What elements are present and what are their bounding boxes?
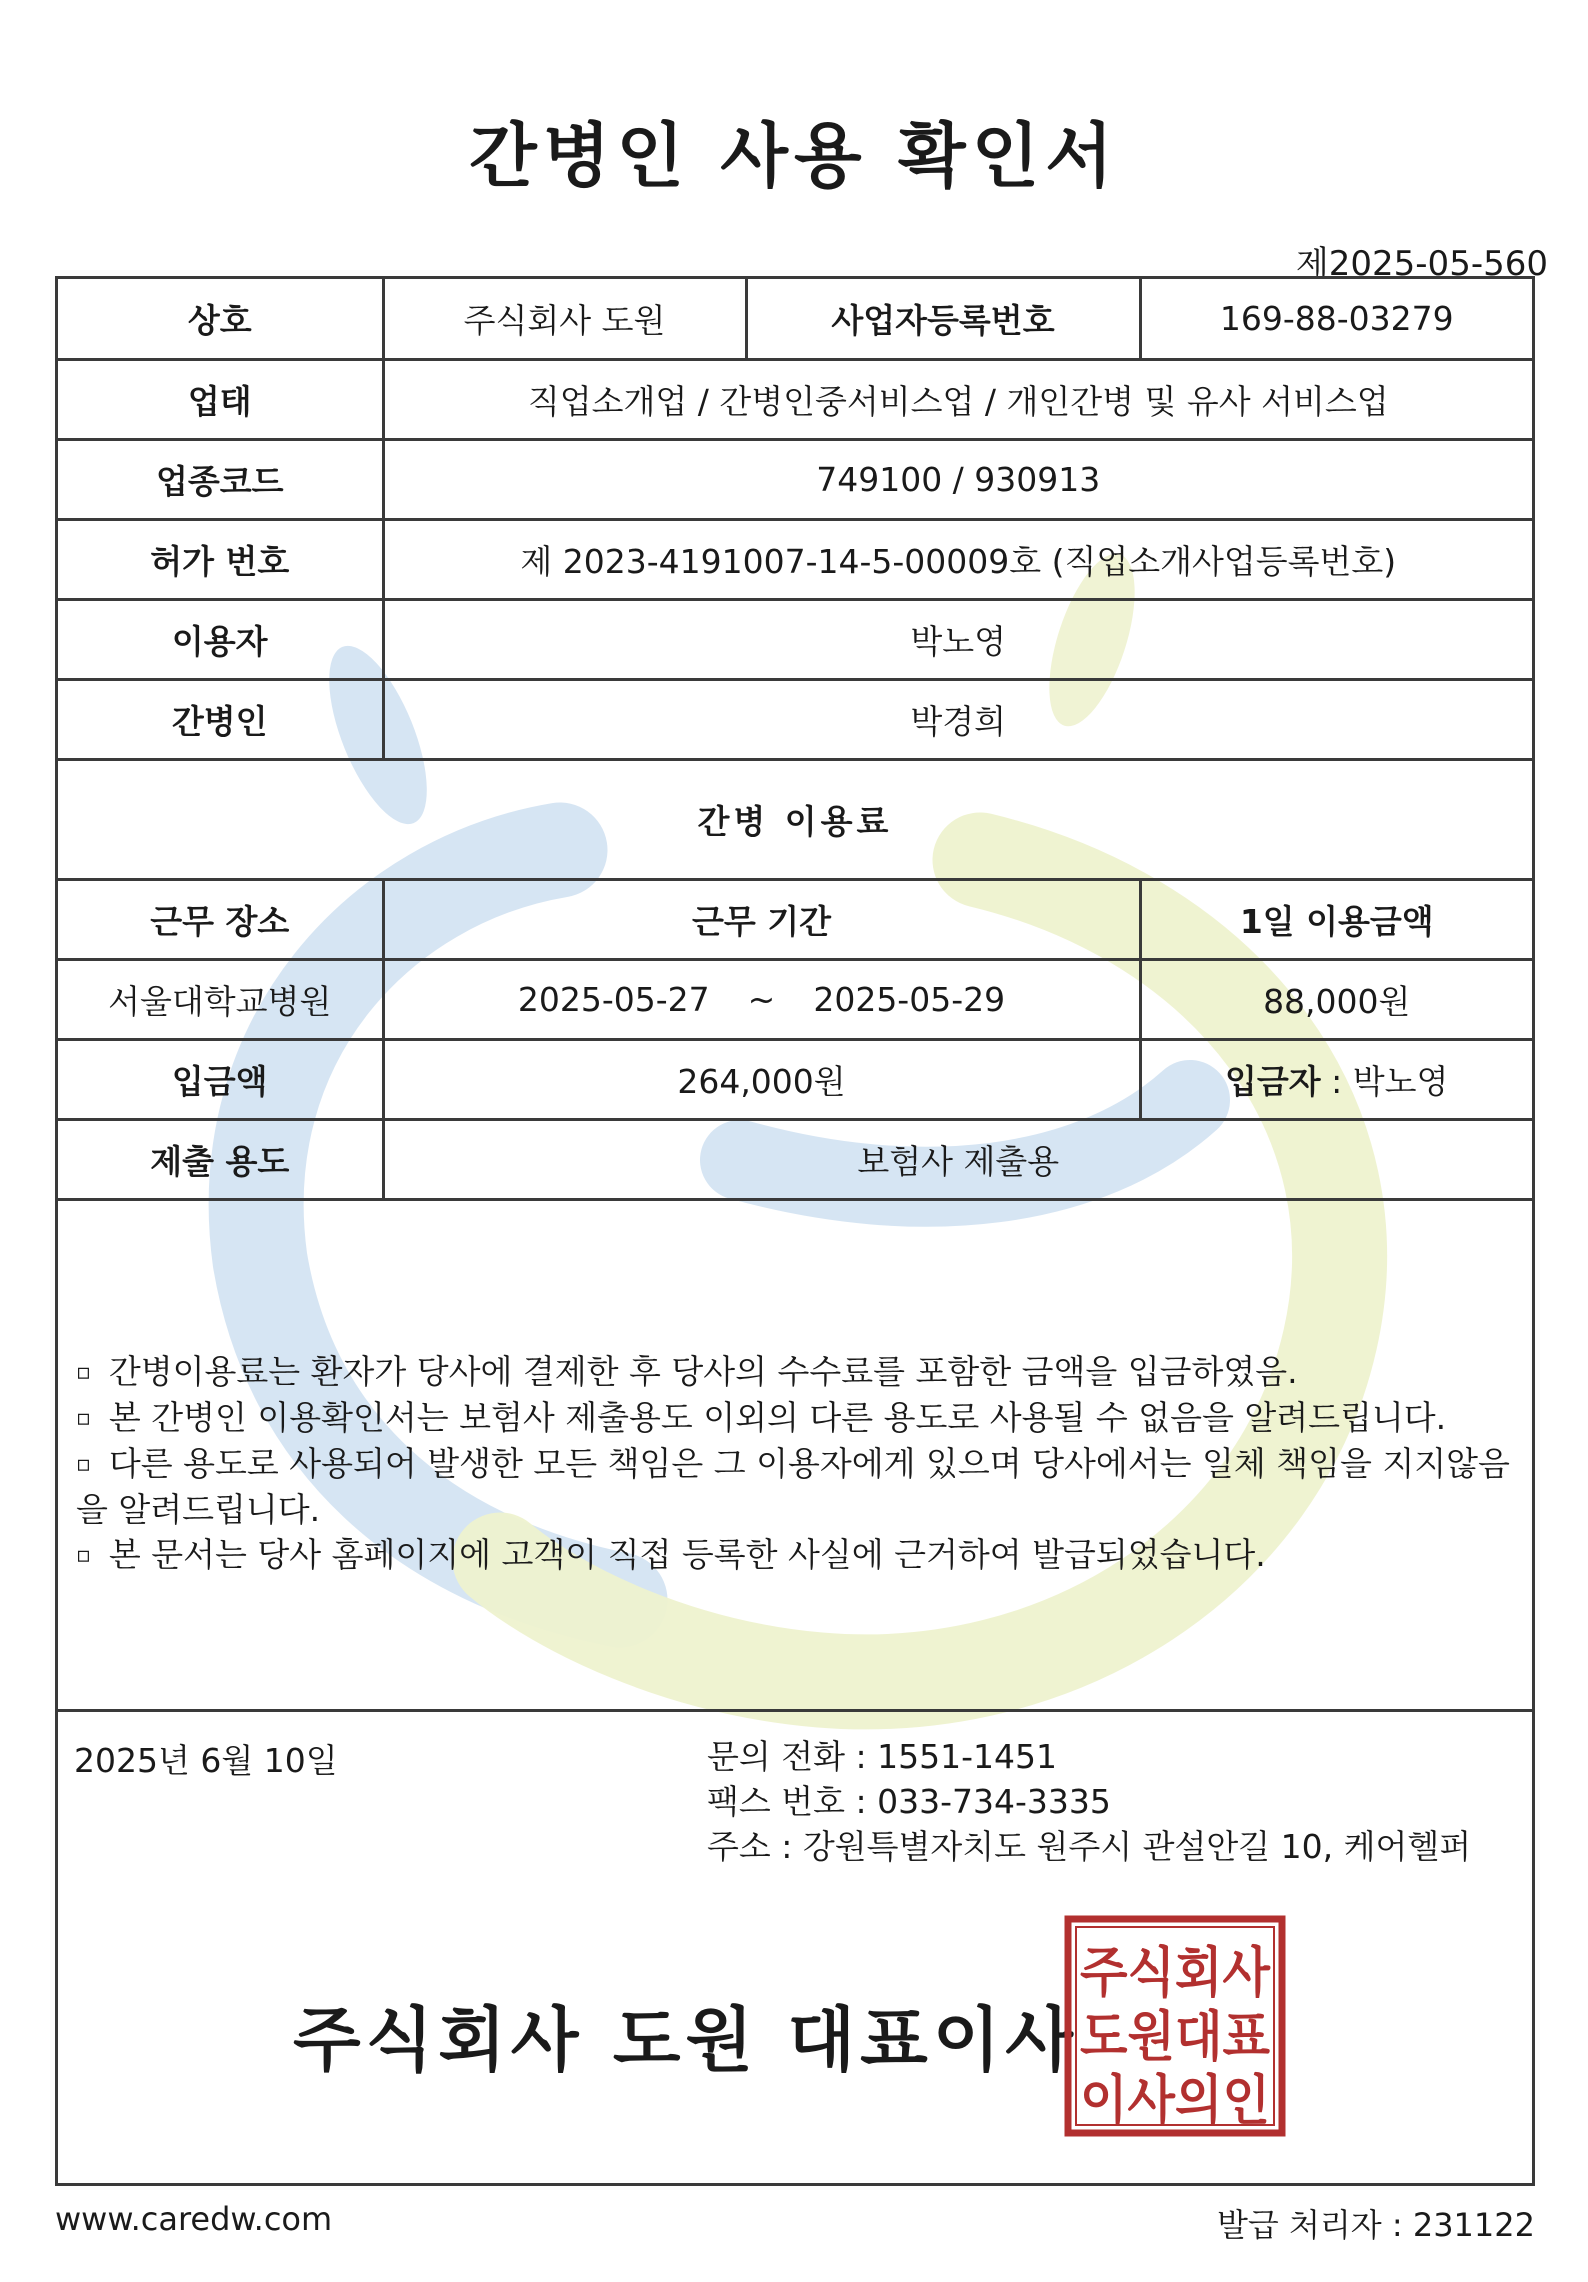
industry-code-value: 749100 / 930913: [383, 439, 1532, 519]
depositor-value: 박노영: [1352, 1061, 1449, 1101]
fee-section-title: 간병 이용료: [58, 759, 1532, 879]
caregiver-label: 간병인: [58, 679, 383, 759]
user-value: 박노영: [383, 599, 1532, 679]
document-number: 제2025-05-560: [1295, 244, 1548, 284]
bullet-icon: ▫: [76, 1360, 91, 1385]
notice-list: [76, 1349, 1516, 1578]
period-label: 근무 기간: [383, 879, 1140, 959]
company-seal-stamp: [1064, 1915, 1286, 2137]
workplace-label: 근무 장소: [58, 879, 383, 959]
row-fee-headers: [58, 879, 1532, 959]
row-license: [58, 519, 1532, 599]
notice-item: ▫ 본 간병인 이용확인서는 보험사 제출용도 이외의 다른 용도로 사용될 수 없음을 알려드립니다.: [76, 1398, 1447, 1437]
purpose-label: 제출 용도: [58, 1119, 383, 1199]
period-start: 2025-05-27: [517, 979, 710, 1019]
fax-number: 팩스 번호 : 033-734-3335: [707, 1782, 1111, 1821]
row-company: [58, 279, 1532, 359]
period-end: 2025-05-29: [813, 979, 1006, 1019]
bizno-label: 사업자등록번호: [746, 279, 1140, 359]
contact-info: [707, 1734, 1471, 1869]
document-title: 간병인 사용 확인서: [469, 115, 1119, 197]
row-caregiver: [58, 679, 1532, 759]
bullet-icon: ▫: [76, 1452, 91, 1477]
issue-date: 2025년 6월 10일: [74, 1741, 338, 1780]
bullet-icon: ▫: [76, 1406, 91, 1431]
deposit-value: 264,000원: [383, 1039, 1140, 1119]
website-link[interactable]: www.caredw.com: [55, 2200, 333, 2238]
daily-amount-value: 88,000원: [1140, 959, 1532, 1039]
industry-code-label: 업종코드: [58, 439, 383, 519]
business-type-label: 업태: [58, 359, 383, 439]
row-fee-values: [58, 959, 1532, 1039]
purpose-value: 보험사 제출용: [383, 1119, 1532, 1199]
row-purpose: [58, 1119, 1532, 1199]
notice-item: ▫ 간병이용료는 환자가 당사에 결제한 후 당사의 수수료를 포함한 금액을 입금하였음.: [76, 1352, 1298, 1391]
period-separator: ~: [747, 979, 776, 1019]
bullet-icon: ▫: [76, 1543, 91, 1568]
seal-line-1: 주식회사: [1080, 1941, 1271, 2004]
depositor-label: 입금자: [1225, 1061, 1321, 1101]
row-user: [58, 599, 1532, 679]
seal-line-2: 도원대표: [1080, 2005, 1270, 2068]
footer-divider: [58, 1709, 1532, 1712]
issuer-id: 발급 처리자 : 231122: [1216, 2206, 1535, 2244]
company-address: 주소 : 강원특별자치도 원주시 관설안길 10, 케어헬퍼: [707, 1827, 1472, 1866]
business-type-value: 직업소개업 / 간병인중서비스업 / 개인간병 및 유사 서비스업: [383, 359, 1532, 439]
notice-item: ▫ 본 문서는 당사 홈페이지에 고객이 직접 등록한 사실에 근거하여 발급되었습니다.: [76, 1535, 1266, 1574]
certificate-form: [55, 276, 1535, 2186]
company-value: 주식회사 도원: [383, 279, 746, 359]
depositor-separator: :: [1320, 1061, 1353, 1101]
license-value: 제 2023-4191007-14-5-00009호 (직업소개사업등록번호): [383, 519, 1532, 599]
bizno-value: 169-88-03279: [1140, 279, 1532, 359]
row-business-type: [58, 359, 1532, 439]
signer-name: 주식회사 도원 대표이사: [293, 1999, 1078, 2081]
info-table: [58, 279, 1532, 1201]
notice-item: ▫ 다른 용도로 사용되어 발생한 모든 책임은 그 이용자에게 있으며 당사에서는 일체 책임을 지지않음을 알려드립니다.: [76, 1444, 1510, 1529]
company-label: 상호: [58, 279, 383, 359]
user-label: 이용자: [58, 599, 383, 679]
caregiver-value: 박경희: [383, 679, 1532, 759]
seal-line-3: 이사의인: [1080, 2069, 1270, 2132]
depositor-cell: [1140, 1039, 1532, 1119]
workplace-value: 서울대학교병원: [58, 959, 383, 1039]
license-label: 허가 번호: [58, 519, 383, 599]
daily-amount-label: 1일 이용금액: [1140, 879, 1532, 959]
period-value: [383, 959, 1140, 1039]
row-fee-title: [58, 759, 1532, 879]
row-industry-code: [58, 439, 1532, 519]
row-deposit: [58, 1039, 1532, 1119]
phone-number: 문의 전화 : 1551-1451: [707, 1737, 1057, 1776]
deposit-label: 입금액: [58, 1039, 383, 1119]
